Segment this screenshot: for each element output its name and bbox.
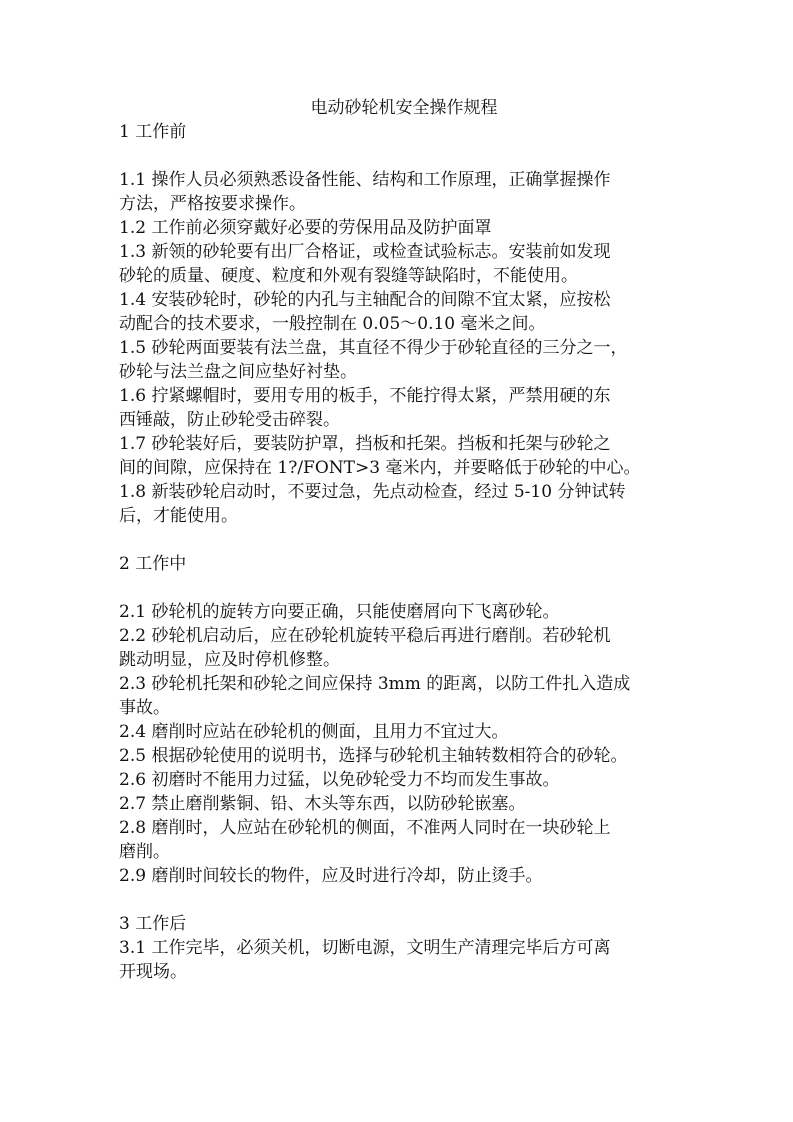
clause-paragraph — [119, 768, 679, 792]
text-line: 2.5 根据砂轮使用的说明书，选择与砂轮机主轴转数相符合的砂轮。 — [119, 746, 628, 766]
blank-line — [119, 528, 679, 552]
text-line: 1.5 砂轮两面要装有法兰盘，其直径不得少于砂轮直径的三分之一， — [119, 338, 628, 358]
clause-paragraph — [119, 168, 679, 216]
text-line: 2.1 砂轮机的旋转方向要正确，只能使磨屑向下飞离砂轮。 — [119, 602, 560, 622]
blank-line — [119, 144, 679, 168]
text-line: 开现场。 — [119, 962, 187, 982]
text-line: 1.7 砂轮装好后，要装防护罩，挡板和托架。挡板和托架与砂轮之 — [119, 434, 611, 454]
clause-paragraph — [119, 864, 679, 888]
clause-paragraph — [119, 792, 679, 816]
clause-paragraph — [119, 216, 679, 240]
clause-paragraph — [119, 624, 679, 672]
text-line: 西锤敲，防止砂轮受击碎裂。 — [119, 410, 340, 430]
text-line: 2.8 磨削时，人应站在砂轮机的侧面，不准两人同时在一块砂轮上 — [119, 818, 611, 838]
clause-paragraph — [119, 672, 679, 720]
section-heading: 3 工作后 — [119, 914, 187, 934]
text-line: 1.2 工作前必须穿戴好必要的劳保用品及防护面罩 — [119, 218, 492, 238]
clause-paragraph — [119, 816, 679, 864]
document-body — [119, 120, 679, 984]
text-line: 1.3 新领的砂轮要有出厂合格证，或检查试验标志。安装前如发现 — [119, 242, 611, 262]
clause-paragraph — [119, 384, 679, 432]
blank-line — [119, 888, 679, 912]
text-line: 1.1 操作人员必须熟悉设备性能、结构和工作原理，正确掌握操作 — [119, 170, 611, 190]
clause-paragraph — [119, 936, 679, 984]
clause-paragraph — [119, 744, 679, 768]
text-line: 2.9 磨削时间较长的物件，应及时进行冷却，防止烫手。 — [119, 866, 543, 886]
text-line: 2.7 禁止磨削紫铜、铅、木头等东西，以防砂轮嵌塞。 — [119, 794, 526, 814]
text-line: 3.1 工作完毕，必须关机，切断电源，文明生产清理完毕后方可离 — [119, 938, 611, 958]
section-heading: 1 工作前 — [119, 122, 187, 142]
text-line: 2.6 初磨时不能用力过猛，以免砂轮受力不均而发生事故。 — [119, 770, 560, 790]
text-line: 1.6 拧紧螺帽时，要用专用的板手，不能拧得太紧，严禁用硬的东 — [119, 386, 611, 406]
clause-paragraph — [119, 432, 679, 480]
blank-line — [119, 576, 679, 600]
section-heading: 2 工作中 — [119, 554, 187, 574]
text-line: 方法，严格按要求操作。 — [119, 194, 306, 214]
clause-paragraph — [119, 336, 679, 384]
clause-paragraph — [119, 480, 679, 528]
clause-paragraph — [119, 600, 679, 624]
document-page — [119, 96, 679, 984]
clause-paragraph — [119, 720, 679, 744]
text-line: 1.8 新装砂轮启动时，不要过急，先点动检查，经过 5-10 分钟试转 — [119, 482, 626, 502]
text-line: 2.3 砂轮机托架和砂轮之间应保持 3mm 的距离，以防工件扎入造成 — [119, 674, 631, 694]
text-line: 跳动明显，应及时停机修整。 — [119, 650, 340, 670]
clause-paragraph — [119, 240, 679, 288]
text-line: 2.4 磨削时应站在砂轮机的侧面，且用力不宜过大。 — [119, 722, 509, 742]
document-title: 电动砂轮机安全操作规程 — [310, 98, 498, 118]
text-line: 磨削。 — [119, 842, 170, 862]
text-line: 2.2 砂轮机启动后，应在砂轮机旋转平稳后再进行磨削。若砂轮机 — [119, 626, 611, 646]
text-line: 砂轮的质量、硬度、粒度和外观有裂缝等缺陷时，不能使用。 — [119, 266, 578, 286]
text-line: 事故。 — [119, 698, 170, 718]
text-line: 动配合的技术要求，一般控制在 0.05～0.10 毫米之间。 — [119, 314, 546, 334]
text-line: 砂轮与法兰盘之间应垫好衬垫。 — [119, 362, 357, 382]
clause-paragraph — [119, 288, 679, 336]
text-line: 后，才能使用。 — [119, 506, 238, 526]
text-line: 1.4 安装砂轮时，砂轮的内孔与主轴配合的间隙不宜太紧，应按松 — [119, 290, 611, 310]
text-line: 间的间隙，应保持在 1?/FONT>3 毫米内，并要略低于砂轮的中心。 — [119, 458, 641, 478]
